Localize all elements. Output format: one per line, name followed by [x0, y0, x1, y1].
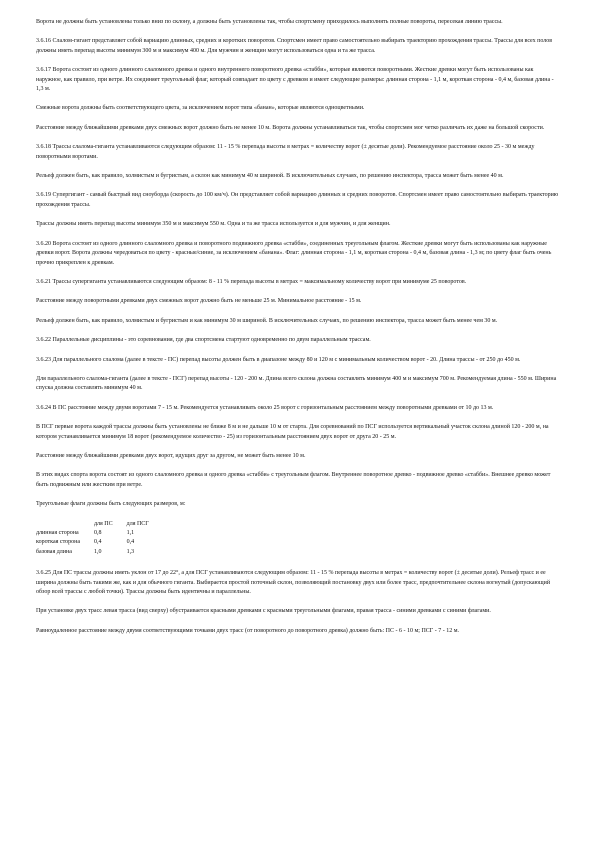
paragraph: 3.6.18 Трассы слалома-гиганта устанавливаются следующим образом: 11 - 15 % перепада высоты в метрах = количеству ворот (± десятые доли). Рекомендуемое расстояние около 25 - 30 м между поворотными воротами. [36, 144, 535, 160]
paragraph: 3.6.19 Супергигант - самый быстрый вид сноуборда (скорость до 100 км/ч). Он представляет собой вариацию длинных и средних поворотов. Спортсмен имеет право самостоятельно выбирать траекторию прохождения трассы. [36, 192, 559, 208]
table-cell: короткая сторона [36, 539, 80, 546]
table-cell: 0,4 [93, 539, 102, 546]
table-header-cell [36, 520, 94, 529]
table-cell: 1,3 [126, 548, 135, 555]
paragraph: 3.6.20 Ворота состоят из одного длинного слаломного древка и поворотного подвижного древка «стабби», соединенных треугольным флагом. Жесткие древки могут быть использованы как наружные древки ворот. Ворота должны чередоваться по цвету - красные/синие, за исключением «банана». Флаг: длинная сторона - 1,1 м, короткая сторона - 0,4 м, базовая длина - 1,3 м; по цвету флаг быть очень прочно прикреплен к древкам. [36, 240, 552, 266]
table-cell: длинная сторона [36, 530, 79, 536]
flag-size-table [36, 520, 163, 558]
paragraph: 3.6.22 Параллельные дисциплины - это соревнования, где два спортсмена стартуют одновременно по двум параллельным трассам. [36, 337, 371, 344]
paragraph: Рельеф должен быть, как правило, холмистым и бугристым, а склон как минимум 40 м шириной. В исключительных случаях, по решению инспектора, трасса может быть менее 40 м. [36, 173, 504, 180]
paragraph: В этих видах спорта ворота состоят из одного слаломного древка и одного древка «стабби» с треугольным флагом. Внутреннее поворотное древко - подвижное древко «стабби». Внешнее древко может быть подвижным или жестким при ветре. [36, 472, 551, 488]
table-cell: 0,4 [126, 539, 135, 546]
table-row [36, 538, 163, 547]
paragraph: 3.6.16 Слалом-гигант представляет собой вариацию длинных, средних и коротких поворотов. Спортсмен имеет право самостоятельно выбирать траекторию прохождения трассы. Трассы для всех полов должны иметь перепад высоты минимум 300 м и максимум 400 м. Для мужчин и женщин могут использоваться одна и та же трасса. [36, 38, 553, 54]
paragraph: 3.6.17 Ворота состоят из одного длинного слаломного древка и одного внутреннего поворотного древка «стабби», которые являются поворотными. Жесткие древки могут быть использованы как наружное, как правило, при ветре. Их соединяет треугольный флаг, который совпадает по цвету с древком и имеет следующие размеры: длинная сторона - 1,1 м, короткая сторона - 0,4 м, базовая длина - 1,3 м. [36, 67, 554, 93]
paragraph: 3.6.23 Для параллельного слалома (далее в тексте - ПС) перепад высоты должен быть в диапазоне между 80 и 120 м с минимальным количеством ворот - 20. Длина трассы - от 250 до 450 м. [36, 356, 521, 363]
table-header-row [36, 520, 163, 529]
paragraph: 3.6.24 В ПС расстояние между двумя воротами 7 - 15 м. Рекомендуется устанавливать около 25 ворот с горизонтальным расстоянием между поворотными древками от 10 до 13 м. [36, 404, 494, 411]
table-row [36, 529, 163, 538]
paragraph: Расстояние между ближайшими древками двух ворот, идущих друг за другом, не может быть менее 10 м. [36, 452, 306, 459]
paragraph: 3.6.21 Трассы супергиганта устанавливаются следующим образом: 8 - 11 % перепада высоты в метрах = максимальному количеству ворот при минимуме 25 поворотов. [36, 278, 467, 285]
paragraph: 3.6.25 Для ПС трассы должны иметь уклон от 17 до 22°, а для ПСГ устанавливаются следующим образом: 11 - 15 % перепада высоты в метрах = количеству ворот (± десятые доли). Рельеф трасс и ее ширина должны быть такими же, как и для обычного гиганта. Выбирается простой поточный склон, позволяющий постановку двух или более трасс, предпочтительнее склона вогнутый (допускающий обзор всей трассы с любой точки). Трассы должны быть идентичны и параллельны. [36, 570, 551, 596]
paragraph: При установке двух трасс левая трасса (вид сверху) обустраивается красными древками с красными треугольными флагами, правая трасса - синими древками с синими флагами. [36, 608, 491, 615]
paragraph: Ворота не должны быть установлены только вниз по склону, а должны быть установлены так, чтобы спортсмену приходилось выполнять полные повороты, пересекая линию трассы. [36, 19, 503, 25]
paragraph: Смежные ворота должны быть соответствующего цвета, за исключением ворот типа «банан», которые являются одноцветными. [36, 105, 365, 112]
table-cell: 1,0 [93, 548, 102, 555]
table-cell: 1,1 [126, 530, 135, 536]
table-header-cell: для ПС [93, 520, 113, 527]
paragraph: Расстояние между ближайшими древками двух смежных ворот должно быть не менее 10 м. Ворота должны устанавливаться так, чтобы спортсмен мог четко различать их даже на большой скорости. [36, 124, 545, 131]
table-cell: 0,8 [93, 530, 102, 536]
paragraph: В ПСГ первые ворота каждой трассы должны быть установлены не ближе 8 м и не дальше 10 м от старта. Для соревнований по ПСГ используется вертикальный участок склона длиной 120 - 200 м, на котором устанавливается минимум 18 ворот (рекомендуемое количество - 25) из горизонтальным расстоянием двух ворот от друга 20 - 25 м. [36, 424, 549, 440]
table-header-cell: для ПСГ [126, 520, 149, 527]
paragraph: Для параллельного слалома-гиганта (далее в тексте - ПСГ) перепад высоты - 120 - 200 м. Длина всего склона должна составлять минимум 400 м и максимум 700 м. Рекомендуемая длина - 550 м. Ширина спуска должна составлять минимум 40 м. [36, 375, 557, 392]
paragraph: Треугольные флаги должны быть следующих размеров, м: [36, 501, 186, 508]
paragraph: Равноудаленное расстояние между двумя соответствующими точками двух трасс (от поворотного до поворотного древка) должно быть: ПС - 6 - 10 м; ПСГ - 7 - 12 м. [36, 627, 460, 634]
table-cell: базовая длина [36, 548, 72, 555]
table-row [36, 548, 163, 557]
paragraph: Трассы должны иметь перепад высоты минимум 350 м и максимум 550 м. Одна и та же трасса используется и для мужчин, и для женщин. [36, 221, 391, 228]
paragraph: Расстояние между поворотными древками двух смежных ворот должно быть не меньше 25 м. Минимальное расстояние - 15 м. [36, 298, 362, 305]
paragraph: Рельеф должен быть, как правило, холмистым и бугристым и как минимум 30 м шириной. В исключительных случаях, по решению инспектора, трасса может быть менее чем 30 м. [36, 317, 498, 324]
